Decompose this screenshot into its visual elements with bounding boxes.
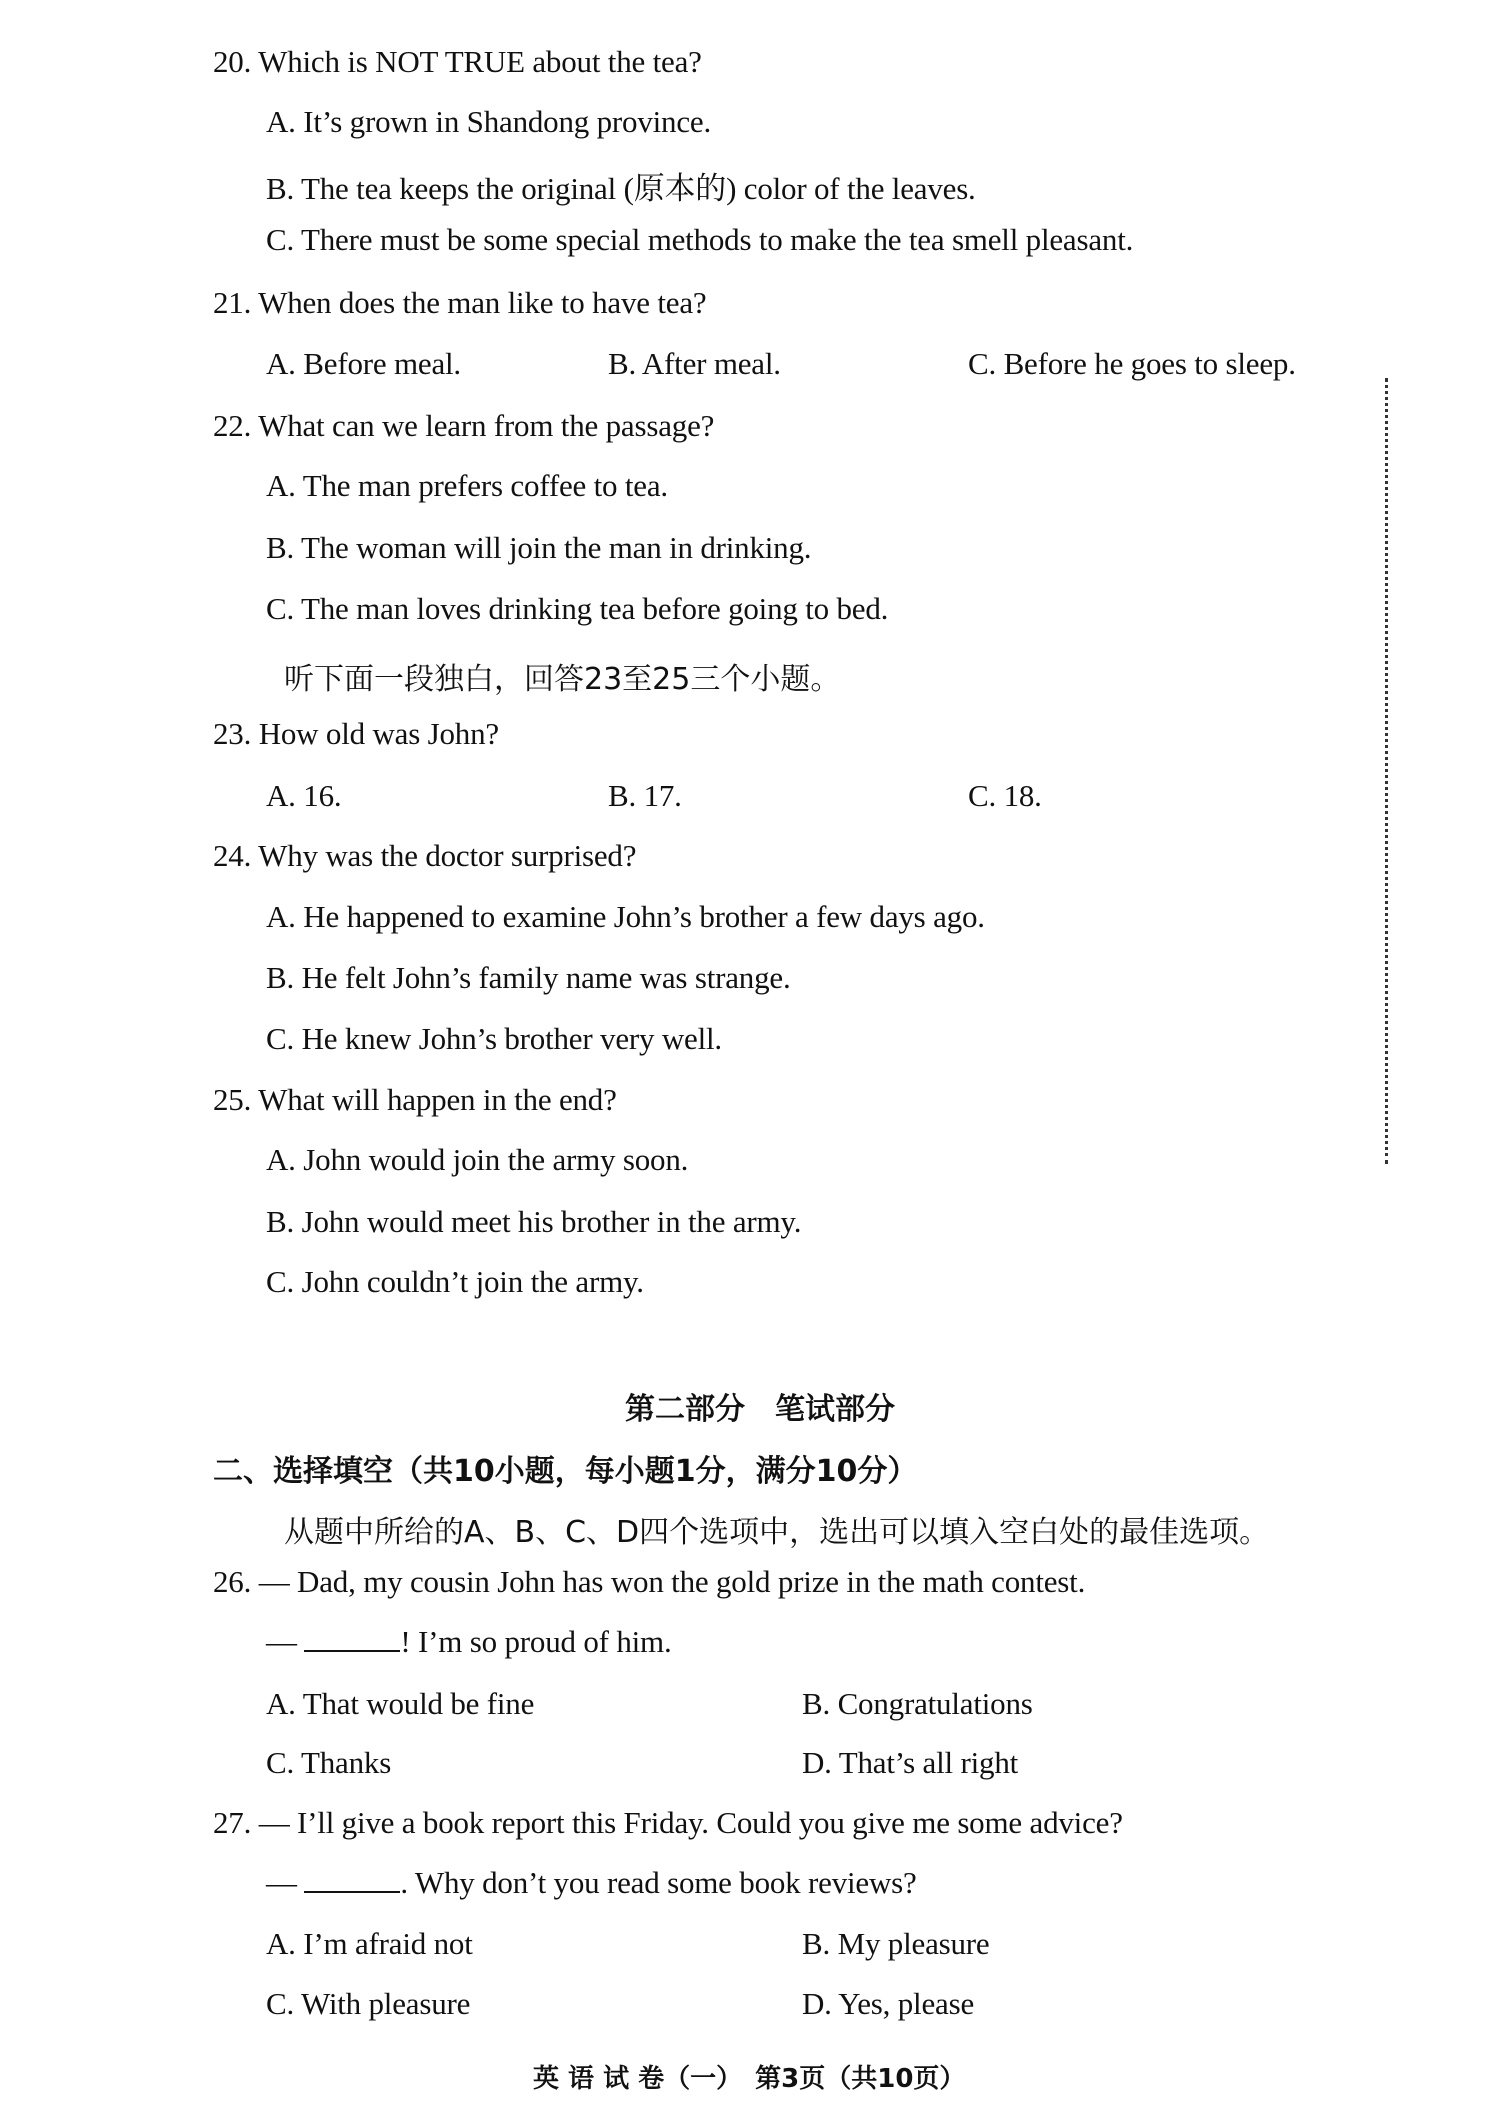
line-2-text: ! I’m so proud of him. xyxy=(400,1624,672,1659)
question-22-stem: 22. What can we learn from the passage? xyxy=(213,408,715,443)
question-25-option-a: A. John would join the army soon. xyxy=(266,1142,689,1177)
question-25-option-c: C. John couldn’t join the army. xyxy=(266,1264,644,1299)
question-20-option-a: A. It’s grown in Shandong province. xyxy=(266,104,712,139)
line-2-text: . Why don’t you read some book reviews? xyxy=(400,1865,917,1900)
question-22-option-a: A. The man prefers coffee to tea. xyxy=(266,468,668,503)
question-26-option-b: B. Congratulations xyxy=(802,1686,1033,1721)
question-26-option-a: A. That would be fine xyxy=(266,1686,535,1721)
question-24-option-a: A. He happened to examine John’s brother a few days ago. xyxy=(266,899,985,934)
question-26-line-2 xyxy=(266,1624,672,1660)
question-25-option-b: B. John would meet his brother in the army. xyxy=(266,1204,802,1239)
question-27-line-1: 27. — I’ll give a book report this Friday. Could you give me some advice? xyxy=(213,1805,1123,1840)
dash: — xyxy=(266,1865,297,1900)
part-two-title: 第二部分 笔试部分 xyxy=(625,1392,895,1427)
question-24-stem: 24. Why was the doctor surprised? xyxy=(213,838,637,873)
question-21-option-c: C. Before he goes to sleep. xyxy=(968,346,1296,381)
question-27-line-2 xyxy=(266,1865,917,1901)
question-26-option-d: D. That’s all right xyxy=(802,1745,1019,1780)
question-22-option-c: C. The man loves drinking tea before going to bed. xyxy=(266,591,889,626)
answer-blank xyxy=(304,1867,400,1893)
question-20-stem: 20. Which is NOT TRUE about the tea? xyxy=(213,44,702,79)
question-24-option-c: C. He knew John’s brother very well. xyxy=(266,1021,722,1056)
question-25-stem: 25. What will happen in the end? xyxy=(213,1082,617,1117)
question-22-option-b: B. The woman will join the man in drinking. xyxy=(266,530,812,565)
question-24-option-b: B. He felt John’s family name was strange. xyxy=(266,960,791,995)
question-20-option-b: B. The tea keeps the original (原本的) color of the leaves. xyxy=(266,171,976,206)
question-21-stem: 21. When does the man like to have tea? xyxy=(213,285,707,320)
question-23-option-b: B. 17. xyxy=(608,778,682,813)
question-23-option-c: C. 18. xyxy=(968,778,1042,813)
question-23-option-a: A. 16. xyxy=(266,778,342,813)
binding-margin-dotted-line xyxy=(1385,378,1388,1164)
question-23-stem: 23. How old was John? xyxy=(213,716,499,751)
question-27-option-c: C. With pleasure xyxy=(266,1986,471,2021)
question-21-option-b: B. After meal. xyxy=(608,346,781,381)
section-two-instruction: 从题中所给的A、B、C、D四个选项中，选出可以填入空白处的最佳选项。 xyxy=(284,1515,1270,1550)
question-26-option-c: C. Thanks xyxy=(266,1745,392,1780)
question-27-option-d: D. Yes, please xyxy=(802,1986,974,2021)
page-footer: 英 语 试 卷（一） 第3页（共10页） xyxy=(533,2064,966,2094)
answer-blank xyxy=(304,1626,400,1652)
dash: — xyxy=(266,1624,297,1659)
section-two-title: 二、选择填空（共10小题，每小题1分，满分10分） xyxy=(213,1454,918,1489)
question-27-option-b: B. My pleasure xyxy=(802,1926,990,1961)
question-26-line-1: 26. — Dad, my cousin John has won the gold prize in the math contest. xyxy=(213,1564,1086,1599)
question-21-option-a: A. Before meal. xyxy=(266,346,461,381)
question-27-option-a: A. I’m afraid not xyxy=(266,1926,473,1961)
listening-instruction: 听下面一段独白，回答23至25三个小题。 xyxy=(284,662,841,697)
question-20-option-c: C. There must be some special methods to make the tea smell pleasant. xyxy=(266,222,1134,257)
